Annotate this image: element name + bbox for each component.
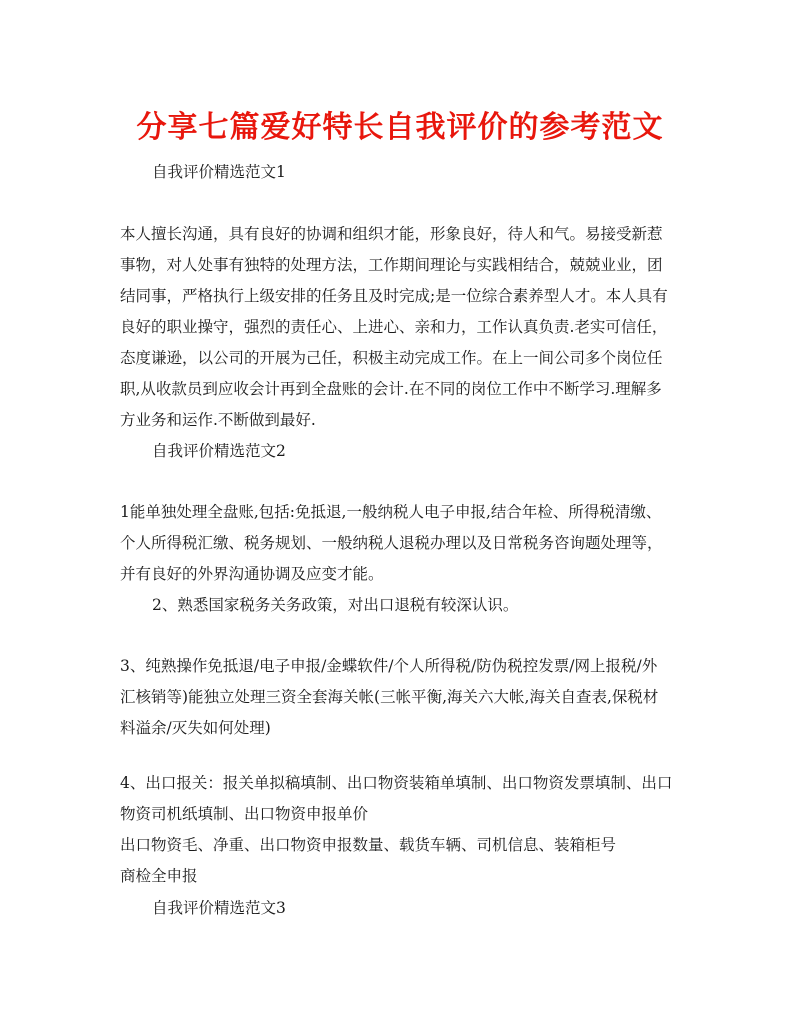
item-4-line-4: 商检全申报 [120,867,198,885]
paragraph-1-line-3: 结同事，严格执行上级安排的任务且及时完成;是一位综合素养型人才。本人具有 [120,287,668,305]
paragraph-1-line-7: 方业务和运作.不断做到最好. [120,411,316,429]
section-heading-1: 自我评价精选范文1 [152,163,286,181]
item-3-line-3: 料溢余/灭失如何处理) [120,719,271,737]
item-3-line-1: 3、纯熟操作免抵退/电子申报/金蝶软件/个人所得税/防伪税控发票/网上报税/外 [120,657,658,675]
paragraph-1-line-5: 态度谦逊，以公司的开展为己任，积极主动完成工作。在上一间公司多个岗位任 [120,349,663,367]
item-4-line-3: 出口物资毛、净重、出口物资申报数量、载货车辆、司机信息、装箱柜号 [120,836,617,854]
item-4-line-1: 4、出口报关：报关单拟稿填制、出口物资装箱单填制、出口物资发票填制、出口 [120,774,673,792]
section-heading-2: 自我评价精选范文2 [152,442,286,460]
paragraph-1-line-4: 良好的职业操守，强烈的责任心、上进心、亲和力，工作认真负责.老实可信任， [120,318,668,336]
item-1-line-2: 个人所得税汇缴、税务规划、一般纳税人退税办理以及日常税务咨询题处理等， [120,534,663,552]
section-heading-3: 自我评价精选范文3 [152,899,286,917]
item-4-line-2: 物资司机纸填制、出口物资申报单价 [120,805,369,823]
item-1-line-3: 并有良好的外界沟通协调及应变才能。 [120,565,384,583]
document-title: 分享七篇爱好特长自我评价的参考范文 [136,110,664,145]
item-1-line-1: 1能单独处理全盘账,包括:免抵退,一般纳税人电子申报,结合年检、所得税清缴、 [120,503,662,521]
paragraph-1-line-1: 本人擅长沟通，具有良好的协调和组织才能，形象良好，待人和气。易接受新惹 [120,225,663,243]
item-3-line-2: 汇核销等)能独立处理三资全套海关帐(三帐平衡,海关六大帐,海关自查表,保税材 [120,688,659,706]
paragraph-1-line-2: 事物，对人处事有独特的处理方法，工作期间理论与实践相结合，兢兢业业，团 [120,256,663,274]
paragraph-1-line-6: 职,从收款员到应收会计再到全盘账的会计.在不同的岗位工作中不断学习.理解多 [120,380,662,398]
item-2-line-1: 2、熟悉国家税务关务政策，对出口退税有较深认识。 [152,596,519,614]
